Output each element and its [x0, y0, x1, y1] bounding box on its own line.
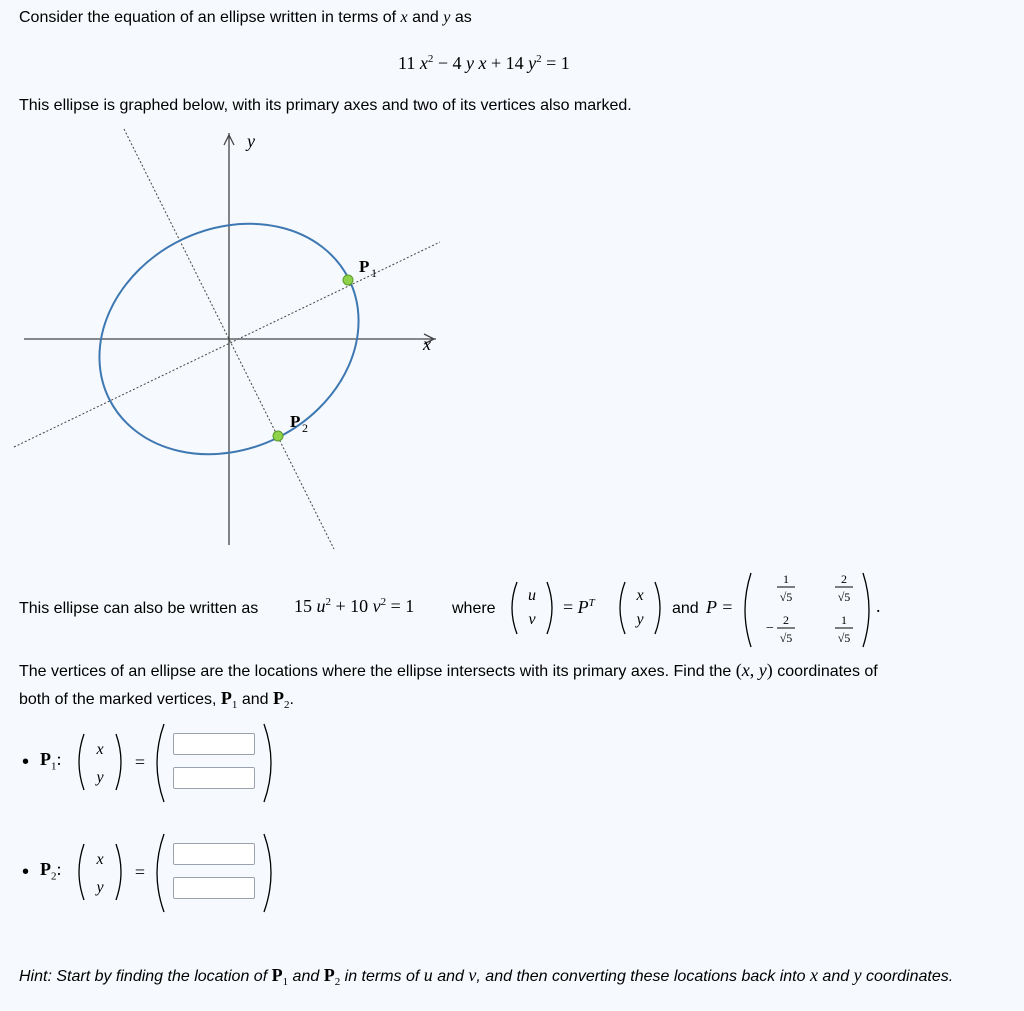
svg-text:=: = [134, 752, 146, 772]
vertex-p1-point [343, 275, 353, 285]
p2-x-input[interactable] [173, 843, 255, 865]
m21-den: √5 [779, 631, 793, 645]
m11-den: √5 [779, 590, 793, 604]
x-axis-label: x [423, 334, 431, 354]
question-line-1: The vertices of an ellipse are the locations where the ellipse intersects with its primary axes. Find the (x, y) coordinates of [19, 660, 878, 680]
y-axis-label: y [247, 131, 255, 151]
bullet-p1: • [22, 751, 30, 773]
hint-text: Hint: Start by finding the location of $P_1$ and $P_2$ in terms of u and v, and then converting these locations back into x and y coordinates. [19, 965, 954, 989]
rw-equals: = $P^T$ [563, 597, 595, 617]
eq-coef-2: − 4 [437, 53, 462, 73]
svg-text:x: x [96, 851, 104, 868]
p-matrix [737, 570, 877, 650]
rw-P: P [577, 597, 589, 617]
rw-P-eq: P = [706, 597, 734, 617]
xy-y: y [636, 611, 644, 628]
rw-period: . [876, 596, 881, 616]
svg-text:x: x [96, 741, 104, 758]
m12-den: √5 [837, 590, 851, 604]
q-line1-prefix: The vertices of an ellipse are the locations where the ellipse intersects with its primary axes. Find the [19, 663, 732, 680]
p1-graph-sub: 1 [371, 266, 377, 280]
answer-p1-vector [72, 730, 154, 794]
rw-coef-2: + 10 [335, 596, 369, 616]
p2-y-input[interactable] [173, 877, 255, 899]
uv-vector [505, 578, 565, 638]
svg-text:=: = [134, 862, 146, 882]
uv-u: u [528, 587, 536, 604]
rw-and: and [672, 600, 699, 617]
bullet-p2: • [22, 861, 30, 883]
answer-p1-label: $P_1$: [40, 749, 62, 773]
rewrite-equation: 15 $u^2 + 10$ $v^2 = 1$ [294, 596, 415, 616]
vertex-p2-point [273, 431, 283, 441]
rw-T: T [588, 597, 595, 609]
m22-den: √5 [837, 631, 851, 645]
svg-text:y: y [96, 769, 104, 786]
p1-x-input[interactable] [173, 733, 255, 755]
rewrite-prefix: This ellipse can also be written as [19, 600, 259, 617]
eq-exp: 2 [427, 53, 434, 65]
intro-text: Consider the equation of an ellipse written in terms of [19, 9, 397, 26]
ellipse-equation: 11 $x^2 - 4$ y x + 14 $y^2 = 1$ [398, 53, 570, 73]
m21-sign: − [766, 621, 774, 636]
var-x: x [400, 9, 408, 26]
var-y: y [443, 9, 451, 26]
rewrite-where: where [452, 600, 496, 617]
ellipse-graph [0, 125, 470, 555]
intro-as: as [454, 9, 472, 26]
p2-graph-sub: 2 [302, 421, 308, 435]
xy-vector [613, 578, 673, 638]
uv-v: v [528, 611, 536, 628]
answer-p2-vector [72, 840, 154, 904]
m21-num: 2 [783, 613, 789, 627]
intro-line-2: This ellipse is graphed below, with its primary axes and two of its vertices also marked. [19, 97, 632, 114]
eq-coef-1: 11 [398, 53, 416, 73]
intro-line-1 [19, 8, 472, 28]
rw-coef-1: 15 [294, 596, 312, 616]
eq-coef-3: + 14 [491, 53, 524, 73]
rw-rhs: = 1 [390, 596, 415, 616]
p1-graph-label: P [359, 257, 370, 276]
question-line-2: both of the marked vertices, $P_1$ and $P_2$. [19, 688, 294, 712]
rw-var-v: v [372, 596, 381, 616]
m12-num: 2 [841, 572, 847, 586]
svg-text:y: y [96, 879, 104, 896]
intro-and: and [412, 9, 439, 26]
q-line1-suffix: coordinates of [777, 663, 878, 680]
q-line2-prefix: both of the marked vertices, [19, 691, 217, 708]
m11-num: 1 [783, 572, 789, 586]
m22-num: 1 [841, 613, 847, 627]
p2-graph-label: P [290, 412, 301, 431]
answer-p2-label: $P_2$: [40, 859, 62, 883]
p1-y-input[interactable] [173, 767, 255, 789]
rw-var-u: u [316, 596, 326, 616]
xy-x: x [636, 587, 644, 604]
eq-rhs: = 1 [546, 53, 570, 73]
